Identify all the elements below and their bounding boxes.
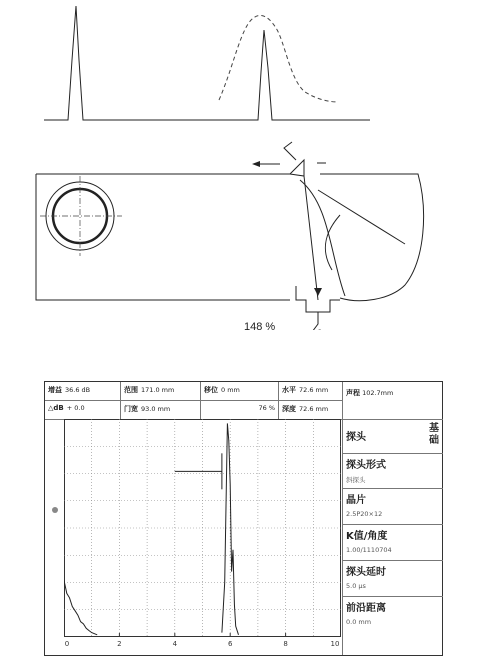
front-distance-cell: 前沿距离 0.0 mm bbox=[342, 597, 443, 655]
left-marker bbox=[52, 507, 58, 513]
sound-path-cell: 声程 102.7mm bbox=[342, 382, 443, 420]
beam-arrow bbox=[314, 288, 322, 296]
gain-cell: 增益 36.6 dB bbox=[45, 382, 121, 401]
probe-cell: 探头 基 础 bbox=[342, 420, 443, 454]
gate-level-cell: 76 % bbox=[201, 401, 279, 420]
depth-cell: 深度 72.6 mm bbox=[279, 401, 343, 420]
a-scan-waveform bbox=[44, 6, 370, 120]
probe-arrow-head bbox=[252, 161, 260, 167]
k-angle-cell: K值/角度 1.00/1110704 bbox=[342, 525, 443, 561]
angle-probe bbox=[284, 142, 304, 176]
x-tick-label: 10 bbox=[330, 640, 340, 647]
echo-envelope bbox=[219, 15, 338, 102]
x-tick-label: 6 bbox=[227, 640, 233, 647]
zoom-level: 148 % bbox=[244, 321, 276, 333]
delta-db-cell: △dB + 0.0 bbox=[45, 401, 121, 420]
workpiece-outline bbox=[36, 174, 290, 300]
initial-pulse-trace bbox=[64, 580, 97, 635]
probe-type-cell: 探头形式 斜探头 bbox=[342, 454, 443, 489]
a-scan-display bbox=[64, 419, 341, 647]
gate-width-cell: 门宽 93.0 mm bbox=[121, 401, 201, 420]
flaw-detector-panel bbox=[44, 381, 443, 656]
horizontal-cell: 水平 72.6 mm bbox=[279, 382, 343, 401]
workpiece-end-arc bbox=[320, 174, 424, 301]
status-row-2 bbox=[45, 401, 343, 420]
x-tick-label: 2 bbox=[117, 640, 122, 647]
delay-cell: 探头延时 5.0 μs bbox=[342, 561, 443, 597]
sound-beam bbox=[304, 176, 318, 300]
x-tick-label: 8 bbox=[283, 640, 288, 647]
sector-boundary bbox=[318, 190, 405, 270]
side-panel bbox=[342, 382, 443, 655]
status-row-1 bbox=[45, 382, 343, 401]
crystal-cell: 晶片 2.5P20×12 bbox=[342, 489, 443, 525]
shift-cell: 移位 0 mm bbox=[201, 382, 279, 401]
x-tick-label: 4 bbox=[172, 640, 178, 647]
range-cell: 范围 171.0 mm bbox=[121, 382, 201, 401]
x-tick-label: 0 bbox=[64, 640, 70, 647]
probe-diagram bbox=[0, 0, 478, 330]
